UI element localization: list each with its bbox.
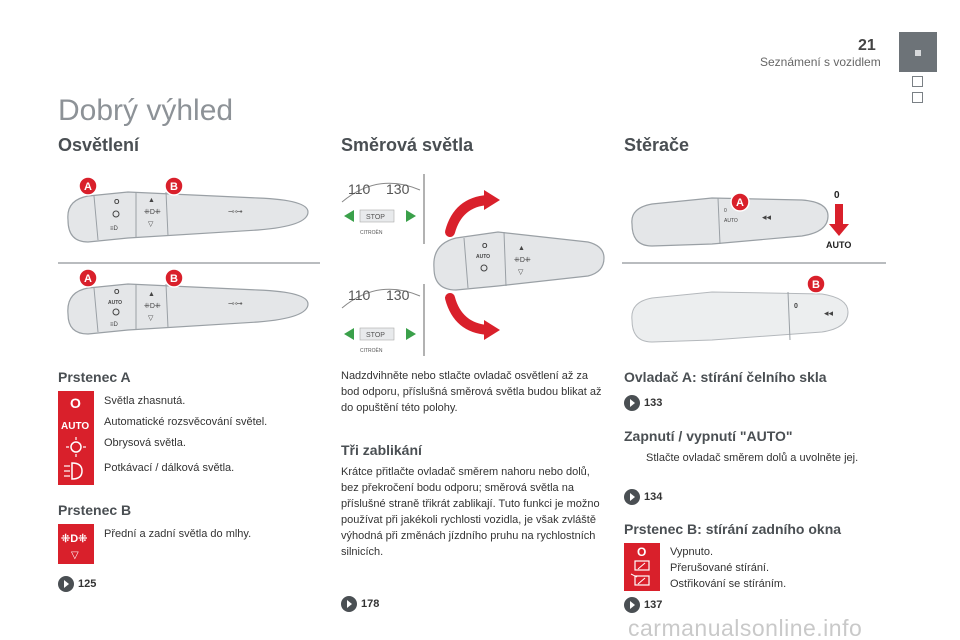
label-auto: AUTO [108,300,123,306]
wiper-stalk-illustration [622,180,886,350]
svg-text:◂◂: ◂◂ [824,308,834,318]
svg-text:⁜D⁜: ⁜D⁜ [61,533,88,545]
svg-text:⊸⊶: ⊸⊶ [228,207,243,216]
svg-text:O: O [114,199,120,206]
label-b: B [170,181,178,193]
speed-110-b: 110 [348,287,371,303]
label-a: A [84,181,92,193]
speed-110: 110 [348,181,371,197]
ring-a-item: Obrysová světla. [104,437,186,449]
wiper-zero: 0 [834,190,840,201]
auto-icon-label: AUTO [61,421,90,432]
svg-text:0: 0 [724,208,727,214]
ring-b-item: Přední a zadní světla do mlhy. [104,528,252,540]
label-a-2: A [84,273,92,285]
svg-text:▲: ▲ [518,245,525,252]
svg-text:⊸⊶: ⊸⊶ [228,299,243,308]
label-b-2: B [170,273,178,285]
watermark: carmanualsonline.info [628,615,863,640]
ring-a-title: Prstenec A [58,369,131,385]
brand-label: CITROËN [360,230,383,236]
fog-lights-icon [58,524,94,564]
chapter-tab[interactable] [912,92,923,103]
stop-label: STOP [366,214,385,221]
svg-text:0: 0 [794,303,798,310]
control-a-title: Ovladač A: stírání čelního skla [624,369,827,385]
section-title-wipers: Stěrače [624,135,690,155]
page-title: Dobrý výhled [58,94,234,127]
speed-130: 130 [386,181,410,197]
ring-a-item: Potkávací / dálková světla. [104,462,235,474]
chapter-tab-active[interactable] [899,32,937,72]
svg-text:▲: ▲ [148,291,155,298]
auto-title: Zapnutí / vypnutí "AUTO" [624,428,793,444]
svg-text:▽: ▽ [148,315,154,322]
svg-text:O: O [637,545,647,559]
svg-text:⁜D⁜: ⁜D⁜ [514,257,531,264]
svg-text:⁜D⁜: ⁜D⁜ [144,209,161,216]
ref-link-133[interactable]: 133 [624,395,662,411]
ring-b-title: Prstenec B [58,502,132,518]
section-title-indicators: Směrová světla [341,135,474,155]
wiper-auto: AUTO [826,240,852,250]
svg-text:O: O [482,243,488,250]
arrow-right-icon [341,596,357,612]
indicators-text: Nadzdvihněte nebo stlačte ovladač osvětlení až za bod odporu, příslušná směrová světla budou blikat až do opuštění této polohy. [341,370,602,414]
rear-wiper-item: Přerušované stírání. [670,562,770,574]
svg-text:▽: ▽ [148,221,154,228]
svg-text:O: O [114,289,120,296]
rear-wiper-item: Ostřikování se stíráním. [670,578,787,590]
svg-text:O: O [70,395,81,411]
ref-link-134[interactable]: 134 [624,489,662,505]
wiper-label-a: A [736,197,744,209]
ring-a-item: Světla zhasnutá. [104,395,186,407]
ref-link-178[interactable]: 178 [341,596,379,612]
arrow-right-icon [624,489,640,505]
svg-text:≡D: ≡D [110,226,118,232]
lighting-stalk-illustration [58,170,320,350]
ref-link-125[interactable]: 125 [58,576,96,592]
rear-wiper-item: Vypnuto. [670,546,714,558]
three-flash-text: Krátce přitlačte ovladač směrem nahoru nebo dolů, bez překročení bodu odporu; směrová světla na příslušné straně třikrát zablikají. Tuto funkci je možno používat při jakékoli rychlosti vozidla, je však zvláště výhodná při změnách jízdního pruhu na rychlostních silnicích. [341,466,600,558]
three-flash-title: Tři zablikání [341,442,422,458]
svg-text:▽: ▽ [71,550,79,561]
rear-wiper-icons [624,543,660,591]
arrow-right-icon [624,597,640,613]
chapter-name: Seznámení s vozidlem [760,55,881,69]
arrow-right-icon [624,395,640,411]
ring-a-icons [58,391,94,485]
rear-wiper-title: Prstenec B: stírání zadního okna [624,521,842,537]
svg-text:▽: ▽ [518,269,524,276]
svg-text:AUTO: AUTO [724,218,738,224]
svg-text:AUTO: AUTO [476,254,491,260]
section-title-lighting: Osvětlení [58,135,140,155]
wiper-label-b: B [812,279,820,291]
indicator-stalk-illustration [338,172,606,358]
svg-text:◂◂: ◂◂ [762,212,772,222]
page-number: 21 [858,37,876,54]
svg-text:≡D: ≡D [110,322,118,328]
chapter-tab[interactable] [912,76,923,87]
svg-text:▲: ▲ [148,197,155,204]
arrow-right-icon [58,576,74,592]
ring-a-item: Automatické rozsvěcování světel. [104,416,268,428]
auto-text: Stlačte ovladač směrem dolů a uvolněte jej. [646,452,859,464]
speed-130-b: 130 [386,287,410,303]
ref-link-137[interactable]: 137 [624,597,662,613]
brand-label-b: CITROËN [360,348,383,354]
stop-label-b: STOP [366,332,385,339]
svg-text:⁜D⁜: ⁜D⁜ [144,303,161,310]
